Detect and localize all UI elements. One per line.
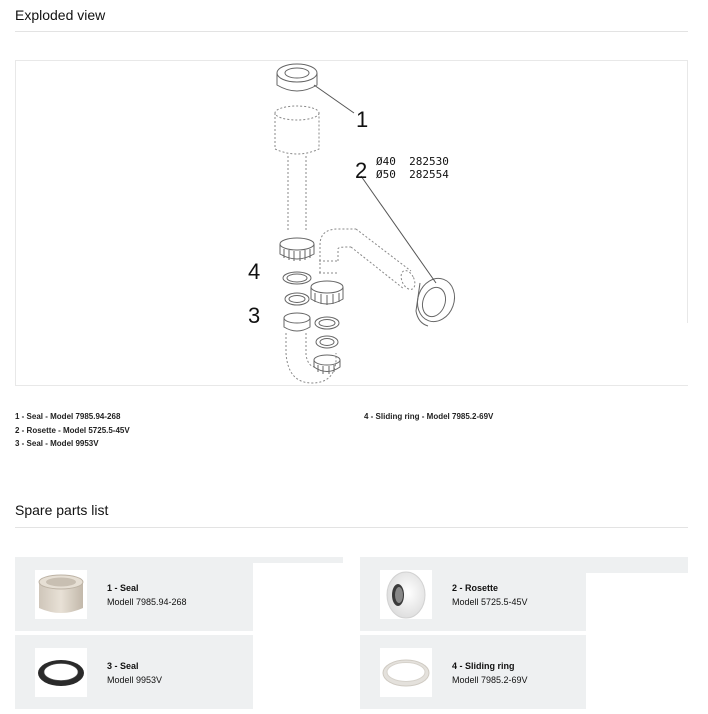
part-2-rosette-drawing <box>412 273 461 327</box>
left-lower-nut-drawing <box>284 313 310 331</box>
spare-part-card-4[interactable] <box>360 635 688 709</box>
ring-4-drawing <box>283 272 311 284</box>
ring-3-drawing <box>285 293 309 305</box>
left-nut-drawing <box>280 238 314 261</box>
card-model: Modell 7985.2-69V <box>452 674 528 685</box>
part-1-seal-drawing <box>277 64 317 91</box>
elbow-arm-drawing <box>319 229 418 292</box>
spare-part-card-1[interactable] <box>15 557 343 631</box>
leader-line-1 <box>314 85 354 113</box>
legend-right <box>364 410 493 424</box>
callout-2: 2 <box>355 158 368 183</box>
card-title: 3 - Seal <box>107 661 139 671</box>
seal-ring-icon <box>35 648 87 697</box>
u-bend-drawing <box>286 333 336 383</box>
legend-item: 2 - Rosette - Model 5725.5-45V <box>15 425 130 435</box>
seal-sleeve-icon <box>35 570 87 619</box>
spare-parts-divider <box>15 527 688 528</box>
legend-item: 4 - Sliding ring - Model 7985.2-69V <box>364 412 494 421</box>
exploded-view-divider <box>15 31 688 32</box>
exploded-drawing <box>16 61 688 386</box>
callout-2-line-1: Ø40 282530 <box>376 155 449 168</box>
leader-line-2 <box>361 176 436 283</box>
card-model: Modell 7985.94-268 <box>107 596 187 607</box>
spare-part-card-3[interactable] <box>15 635 343 709</box>
callout-4: 4 <box>248 259 261 284</box>
card-title: 4 - Sliding ring <box>452 661 515 671</box>
card-title: 1 - Seal <box>107 583 139 593</box>
card-model: Modell 5725.5-45V <box>452 596 528 607</box>
callout-3: 3 <box>248 303 261 328</box>
legend-item: 1 - Seal - Model 7985.94-268 <box>15 412 121 421</box>
rosette-icon <box>380 570 432 619</box>
right-ring-2-drawing <box>316 336 338 348</box>
legend-item: 3 - Seal - Model 9953V <box>15 439 99 448</box>
right-nut-drawing <box>311 281 343 305</box>
sliding-ring-icon <box>380 648 432 697</box>
exploded-view-title: Exploded view <box>15 7 106 23</box>
legend-left <box>15 410 130 451</box>
tail-pipe-drawing <box>275 106 319 231</box>
callout-2-line-2: Ø50 282554 <box>376 168 449 181</box>
card-model: Modell 9953V <box>107 674 163 685</box>
exploded-view-diagram <box>15 60 688 386</box>
callout-1: 1 <box>356 107 369 132</box>
spare-parts-title: Spare parts list <box>15 502 109 518</box>
spare-part-card-2[interactable] <box>360 557 688 631</box>
card-title: 2 - Rosette <box>452 583 499 593</box>
